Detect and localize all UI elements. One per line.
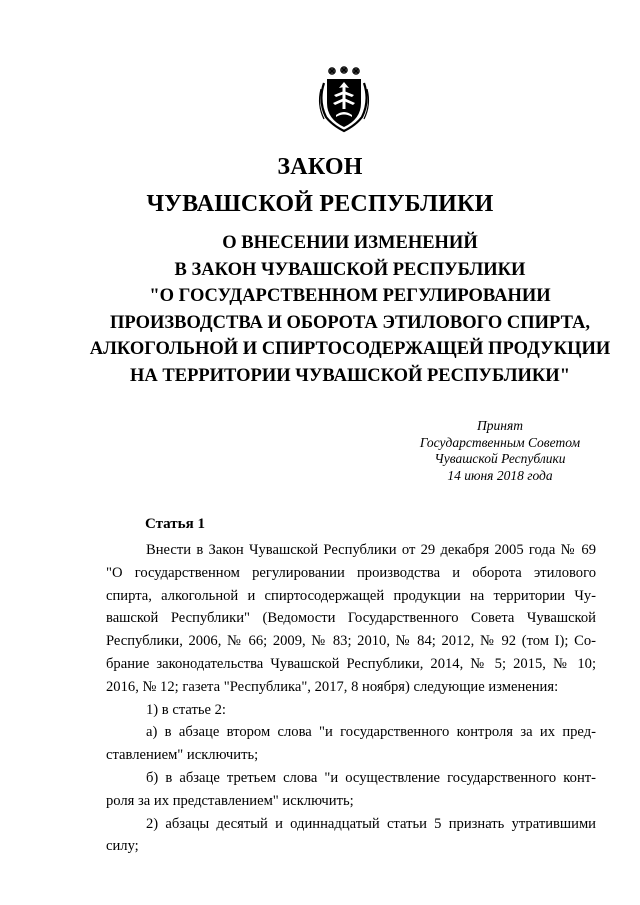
paragraph-line: спирта, алкогольной и спиртосодержащей продукции на территории Чу- xyxy=(106,587,596,604)
paragraph-line: Внести в Закон Чувашской Республики от 29 декабря 2005 года № 69 xyxy=(146,542,596,558)
subtitle-line: ПРОИЗВОДСТВА И ОБОРОТА ЭТИЛОВОГО СПИРТА, xyxy=(110,312,590,333)
subtitle-line: НА ТЕРРИТОРИИ ЧУВАШСКОЙ РЕСПУБЛИКИ" xyxy=(130,365,570,386)
subtitle-line: "О ГОСУДАРСТВЕННОМ РЕГУЛИРОВАНИИ xyxy=(149,286,551,307)
paragraph-line: "О государственном регулировании производства и оборота этилового xyxy=(106,564,596,581)
paragraph-line: б) в абзаце третьем слова "и осуществление государственного конт- xyxy=(146,769,596,786)
paragraph-line: вашской Республики" (Ведомости Государственного Совета Чувашской xyxy=(106,610,596,627)
adoption-line: Государственным Советом xyxy=(419,434,581,450)
article-body xyxy=(106,539,596,858)
paragraph-line: а) в абзаце втором слова "и государственного контроля за их пред- xyxy=(146,724,596,741)
adoption-note xyxy=(380,418,620,484)
chuvashia-coat-of-arms-icon xyxy=(314,65,374,135)
paragraph-line: роля за их представлением" исключить; xyxy=(106,792,354,809)
adoption-line: Чувашской Республики xyxy=(434,451,566,466)
paragraph-line: ставлением" исключить; xyxy=(106,747,259,764)
law-title: ЗАКОН xyxy=(277,154,363,180)
paragraph-line: 2016, № 12; газета "Республика", 2017, 8 ноября) следующие изменения: xyxy=(106,678,559,695)
paragraph-line: 1) в статье 2: xyxy=(146,701,226,718)
subtitle-line: АЛКОГОЛЬНОЙ И СПИРТОСОДЕРЖАЩЕЙ ПРОДУКЦИИ xyxy=(89,339,611,360)
subtitle-line: О ВНЕСЕНИИ ИЗМЕНЕНИЙ xyxy=(222,233,478,253)
paragraph-line: силу; xyxy=(106,838,139,855)
paragraph-line: брание законодательства Чувашской Республики, 2014, № 5; 2015, № 10; xyxy=(106,655,596,672)
paragraph-line: 2) абзацы десятый и одиннадцатый статьи 5 признать утратившими xyxy=(146,815,596,832)
adoption-line: Принят xyxy=(477,418,523,433)
article-heading: Статья 1 xyxy=(145,516,205,532)
law-title-republic: ЧУВАШСКОЙ РЕСПУБЛИКИ xyxy=(146,191,494,217)
paragraph-line: Республики, 2006, № 66; 2009, № 83; 2010, № 84; 2012, № 92 (том I); Со- xyxy=(106,633,596,650)
law-subtitle xyxy=(80,230,620,390)
subtitle-line: В ЗАКОН ЧУВАШСКОЙ РЕСПУБЛИКИ xyxy=(174,259,526,280)
adoption-date: 14 июня 2018 года xyxy=(447,467,553,483)
